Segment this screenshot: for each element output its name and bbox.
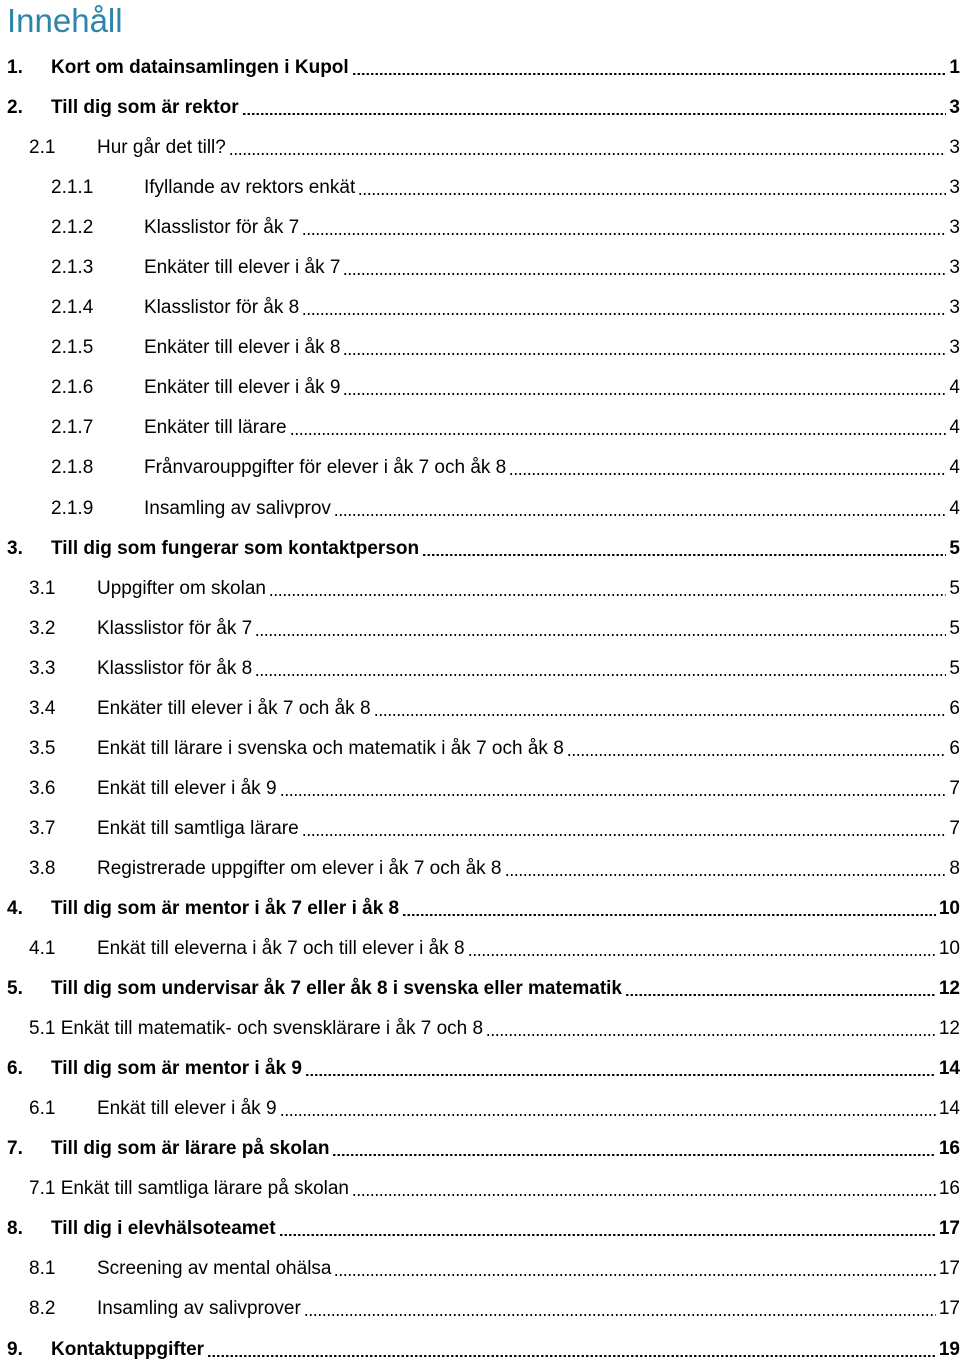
toc-entry-label: Till dig i elevhälsoteamet (51, 1218, 276, 1240)
toc-entry-label: Klasslistor för åk 7 (97, 617, 253, 639)
toc-entry[interactable] (0, 408, 960, 448)
toc-entry-number: 2.1.4 (51, 297, 94, 319)
toc-entry-number: 5. (7, 978, 23, 1000)
toc-dot-leader (207, 1355, 936, 1357)
toc-entry-number: 2. (7, 97, 23, 119)
toc-entry[interactable] (0, 689, 960, 729)
toc-entry-label: Till dig som är mentor i åk 9 (51, 1058, 302, 1080)
toc-entry-number: 2.1.5 (51, 337, 94, 359)
toc-entry[interactable] (0, 368, 960, 408)
toc-dot-leader (625, 994, 936, 996)
toc-entry[interactable] (0, 288, 960, 328)
toc-entry[interactable] (0, 248, 960, 288)
toc-entry-label: Enkät till elever i åk 9 (97, 1098, 277, 1120)
toc-page-number: 10 (938, 938, 960, 960)
toc-dot-leader (486, 1034, 936, 1036)
toc-entry-number: 3.8 (29, 857, 56, 879)
toc-dot-leader (374, 714, 947, 716)
toc-entry-label: Enkät till eleverna i åk 7 och till elever i åk 8 (97, 938, 465, 960)
toc-dot-leader (255, 634, 946, 636)
toc-entry[interactable] (0, 1009, 960, 1049)
toc-entry-label: Enkäter till lärare (144, 417, 287, 439)
toc-dot-leader (334, 514, 947, 516)
toc-page-number: 3 (949, 97, 960, 119)
toc-entry-number: 2.1.7 (51, 417, 94, 439)
toc-page-number: 8 (949, 857, 960, 879)
toc-entry-label: Till dig som är rektor (51, 97, 239, 119)
toc-entry-label: Ifyllande av rektors enkät (144, 177, 356, 199)
toc-entry[interactable] (0, 969, 960, 1009)
toc-entry[interactable] (0, 48, 960, 88)
toc-dot-leader (402, 914, 936, 916)
toc-entry[interactable] (0, 1209, 960, 1249)
toc-entry-number: 2.1.1 (51, 177, 94, 199)
toc-page-number: 5 (949, 617, 960, 639)
toc-entry-label: 5.1 Enkät till matematik- och svensklärare i åk 7 och 8 (29, 1018, 484, 1040)
toc-page-number: 17 (938, 1298, 960, 1320)
toc-entry-number: 9. (7, 1338, 23, 1360)
toc-dot-leader (468, 954, 936, 956)
toc-entry-number: 3.6 (29, 777, 56, 799)
toc-entry-number: 8.2 (29, 1298, 56, 1320)
toc-dot-leader (290, 433, 947, 435)
toc-entry-label: Insamling av salivprov (144, 497, 331, 519)
toc-dot-leader (343, 273, 946, 275)
toc-entry[interactable] (0, 1289, 960, 1329)
toc-entry[interactable] (0, 809, 960, 849)
toc-page-number: 5 (949, 577, 960, 599)
toc-entry-number: 2.1.2 (51, 217, 94, 239)
toc-entry[interactable] (0, 1249, 960, 1289)
toc-entry-label: Frånvarouppgifter för elever i åk 7 och åk 8 (144, 457, 507, 479)
toc-page-number: 19 (938, 1338, 960, 1360)
toc-dot-leader (422, 554, 946, 556)
toc-entry[interactable] (0, 569, 960, 609)
toc-page-number: 5 (949, 657, 960, 679)
toc-page-number: 16 (938, 1178, 960, 1200)
toc-page-number: 4 (949, 457, 960, 479)
toc-page-number: 17 (938, 1258, 960, 1280)
toc-entry-number: 3. (7, 537, 23, 559)
toc-entry-label: Screening av mental ohälsa (97, 1258, 332, 1280)
toc-entry-number: 3.2 (29, 617, 56, 639)
toc-dot-leader (280, 1114, 936, 1116)
toc-page-number: 10 (938, 898, 960, 919)
toc-dot-leader (343, 353, 946, 355)
toc-dot-leader (302, 313, 946, 315)
toc-page-number: 3 (949, 137, 960, 159)
toc-entry[interactable] (0, 328, 960, 368)
toc-entry[interactable] (0, 609, 960, 649)
toc-page-number: 3 (949, 217, 960, 239)
toc-entry-number: 2.1.8 (51, 457, 94, 479)
toc-entry-label: Uppgifter om skolan (97, 577, 266, 599)
toc-entry-label: Till dig som är lärare på skolan (51, 1138, 330, 1160)
toc-dot-leader (304, 1314, 936, 1316)
toc-entry[interactable] (0, 889, 960, 929)
toc-entry[interactable] (0, 649, 960, 689)
toc-dot-leader (280, 794, 947, 796)
toc-dot-leader (305, 1074, 936, 1076)
toc-dot-leader (242, 113, 947, 115)
toc-entry[interactable] (0, 529, 960, 569)
toc-entry-label: Kontaktuppgifter (51, 1338, 205, 1360)
toc-entry-number: 3.7 (29, 817, 56, 839)
toc-entry-number: 8.1 (29, 1258, 56, 1280)
toc-entry-number: 7. (7, 1138, 23, 1160)
toc-entry-number: 3.1 (29, 577, 56, 599)
toc-entry-label: Klasslistor för åk 8 (97, 657, 253, 679)
toc-entry[interactable] (0, 1129, 960, 1169)
toc-entry[interactable] (0, 448, 960, 488)
toc-entry-number: 2.1.3 (51, 257, 94, 279)
toc-entry[interactable] (0, 929, 960, 969)
toc-dot-leader (343, 393, 946, 395)
toc-entry-number: 1. (7, 57, 23, 79)
toc-page-number: 4 (949, 497, 960, 519)
toc-dot-leader (279, 1234, 936, 1236)
toc-entry-number: 6.1 (29, 1098, 56, 1120)
toc-entry-label: Hur går det till? (97, 137, 226, 159)
toc-entry[interactable] (0, 489, 960, 529)
toc-page-number: 5 (949, 537, 960, 559)
toc-dot-leader (255, 674, 946, 676)
toc-entry-label: Enkäter till elever i åk 8 (144, 337, 341, 359)
toc-entry-label: Enkäter till elever i åk 9 (144, 377, 341, 399)
toc-entry-number: 2.1.9 (51, 497, 94, 519)
toc-page-number: 3 (949, 177, 960, 199)
toc-entry[interactable] (0, 769, 960, 809)
toc-page-number: 3 (949, 337, 960, 359)
toc-entry-label: Klasslistor för åk 8 (144, 297, 300, 319)
toc-title: Innehåll (7, 2, 123, 39)
toc-entry[interactable] (0, 729, 960, 769)
toc-page-number: 12 (938, 1018, 960, 1040)
toc-page-number: 6 (949, 697, 960, 719)
toc-page-number: 6 (949, 737, 960, 759)
toc-dot-leader (332, 1154, 935, 1156)
toc-entry-number: 3.4 (29, 697, 56, 719)
toc-page-number: 4 (949, 377, 960, 399)
toc-page-number: 3 (949, 257, 960, 279)
toc-dot-leader (352, 73, 947, 75)
toc-entry[interactable] (0, 88, 960, 128)
toc-dot-leader (509, 473, 946, 475)
toc-dot-leader (352, 1194, 936, 1196)
toc-dot-leader (302, 834, 947, 836)
toc-entry[interactable] (0, 1089, 960, 1129)
toc-entry-number: 2.1 (29, 137, 56, 159)
toc-entry[interactable] (0, 1330, 960, 1370)
toc-entry-label: Till dig som fungerar som kontaktperson (51, 537, 420, 559)
toc-page-number: 17 (938, 1218, 960, 1240)
toc-entry-number: 3.5 (29, 737, 56, 759)
toc-entry-label: Klasslistor för åk 7 (144, 217, 300, 239)
toc-entry-label: Enkät till samtliga lärare (97, 817, 299, 839)
toc-entry-label: Kort om datainsamlingen i Kupol (51, 57, 349, 79)
toc-dot-leader (269, 594, 946, 596)
toc-dot-leader (229, 153, 947, 155)
toc-entry[interactable] (0, 208, 960, 248)
toc-entry-number: 4. (7, 898, 23, 919)
toc-dot-leader (567, 754, 947, 756)
toc-page-number: 14 (938, 1058, 960, 1080)
toc-dot-leader (505, 874, 947, 876)
toc-dot-leader (302, 233, 946, 235)
toc-entry-label: Enkät till lärare i svenska och matematik i åk 7 och åk 8 (97, 737, 564, 759)
toc-entry-number: 4.1 (29, 938, 56, 960)
toc-page-number: 16 (938, 1138, 960, 1160)
toc-entry-label: Enkäter till elever i åk 7 och åk 8 (97, 697, 371, 719)
toc-entry[interactable] (0, 849, 960, 889)
toc-entry-number: 3.3 (29, 657, 56, 679)
toc-page-number: 7 (949, 777, 960, 799)
toc-entry-label: 7.1 Enkät till samtliga lärare på skolan (29, 1178, 349, 1200)
toc-entry[interactable] (0, 1049, 960, 1089)
toc-entry-label: Insamling av salivprover (97, 1298, 301, 1320)
toc-list (0, 48, 960, 1370)
toc-entry-label: Till dig som undervisar åk 7 eller åk 8 i svenska eller matematik (51, 978, 623, 1000)
toc-entry[interactable] (0, 128, 960, 168)
toc-entry-number: 2.1.6 (51, 377, 94, 399)
toc-entry-label: Till dig som är mentor i åk 7 eller i åk 8 (51, 898, 400, 919)
toc-entry[interactable] (0, 1169, 960, 1209)
toc-dot-leader (358, 193, 946, 195)
toc-entry[interactable] (0, 168, 960, 208)
toc-entry-label: Registrerade uppgifter om elever i åk 7 och åk 8 (97, 857, 502, 879)
toc-entry-number: 8. (7, 1218, 23, 1240)
toc-page-number: 12 (938, 978, 960, 1000)
toc-entry-number: 6. (7, 1058, 23, 1080)
toc-entry-label: Enkät till elever i åk 9 (97, 777, 277, 799)
toc-page-number: 3 (949, 297, 960, 319)
toc-page-number: 7 (949, 817, 960, 839)
toc-page-number: 1 (949, 57, 960, 79)
toc-entry-label: Enkäter till elever i åk 7 (144, 257, 341, 279)
toc-page-number: 14 (938, 1098, 960, 1120)
toc-dot-leader (334, 1274, 935, 1276)
toc-page-number: 4 (949, 417, 960, 439)
